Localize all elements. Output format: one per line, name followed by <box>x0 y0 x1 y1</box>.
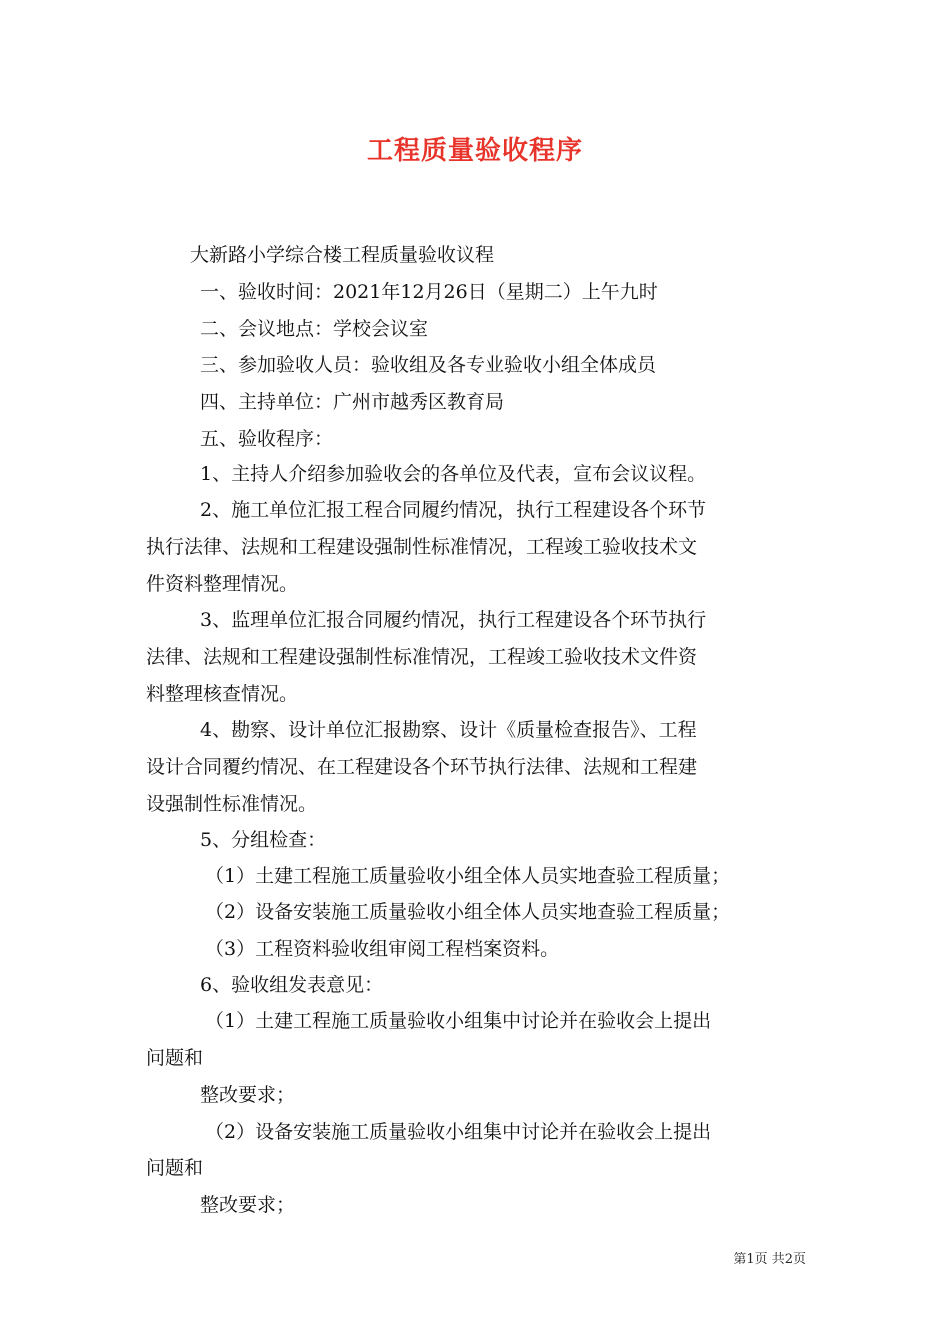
check-item-1: （1）土建工程施工质量验收小组全体人员实地查验工程质量； <box>205 865 731 887</box>
procedure-step-3-cont: 法律、法规和工程建设强制性标准情况，工程竣工验收技术文件资 <box>146 646 698 668</box>
procedure-step-4-cont: 设强制性标准情况。 <box>146 793 318 815</box>
opinion-item-2-cont: 问题和 <box>146 1157 204 1179</box>
procedure-step-6: 6、验收组发表意见： <box>200 974 384 996</box>
opinion-item-1-cont: 整改要求； <box>200 1084 296 1106</box>
procedure-step-3: 3、监理单位汇报合同履约情况，执行工程建设各个环节执行 <box>200 609 707 631</box>
procedure-step-2-cont: 执行法律、法规和工程建设强制性标准情况，工程竣工验收技术文 <box>146 536 698 558</box>
agenda-item-host: 四、主持单位：广州市越秀区教育局 <box>200 391 505 413</box>
agenda-item-time: 一、验收时间：2021年12月26日（星期二）上午九时 <box>200 281 658 303</box>
agenda-item-location: 二、会议地点：学校会议室 <box>200 318 429 340</box>
agenda-item-attendees: 三、参加验收人员：验收组及各专业验收小组全体成员 <box>200 354 657 376</box>
check-item-3: （3）工程资料验收组审阅工程档案资料。 <box>205 938 560 960</box>
procedure-step-4-cont: 设计合同覆约情况、在工程建设各个环节执行法律、法规和工程建 <box>146 756 698 778</box>
page-number: 第1页 共2页 <box>733 1252 806 1267</box>
opinion-item-2-cont: 整改要求； <box>200 1194 296 1216</box>
procedure-step-1: 1、主持人介绍参加验收会的各单位及代表，宣布会议议程。 <box>200 463 707 485</box>
procedure-step-2-cont: 件资料整理情况。 <box>146 573 299 595</box>
agenda-item-procedure: 五、验收程序： <box>200 428 334 450</box>
procedure-step-4: 4、勘察、设计单位汇报勘察、设计《质量检查报告》、工程 <box>200 719 697 741</box>
check-item-2: （2）设备安装施工质量验收小组全体人员实地查验工程质量； <box>205 901 731 923</box>
document-title: 工程质量验收程序 <box>366 136 583 166</box>
opinion-item-1-cont: 问题和 <box>146 1047 204 1069</box>
procedure-step-5: 5、分组检查： <box>200 829 327 851</box>
opinion-item-2: （2）设备安装施工质量验收小组集中讨论并在验收会上提出 <box>205 1121 712 1143</box>
agenda-heading: 大新路小学综合楼工程质量验收议程 <box>190 244 495 266</box>
opinion-item-1: （1）土建工程施工质量验收小组集中讨论并在验收会上提出 <box>205 1010 712 1032</box>
procedure-step-2: 2、施工单位汇报工程合同履约情况，执行工程建设各个环节 <box>200 499 707 521</box>
procedure-step-3-cont: 料整理核查情况。 <box>146 683 299 705</box>
